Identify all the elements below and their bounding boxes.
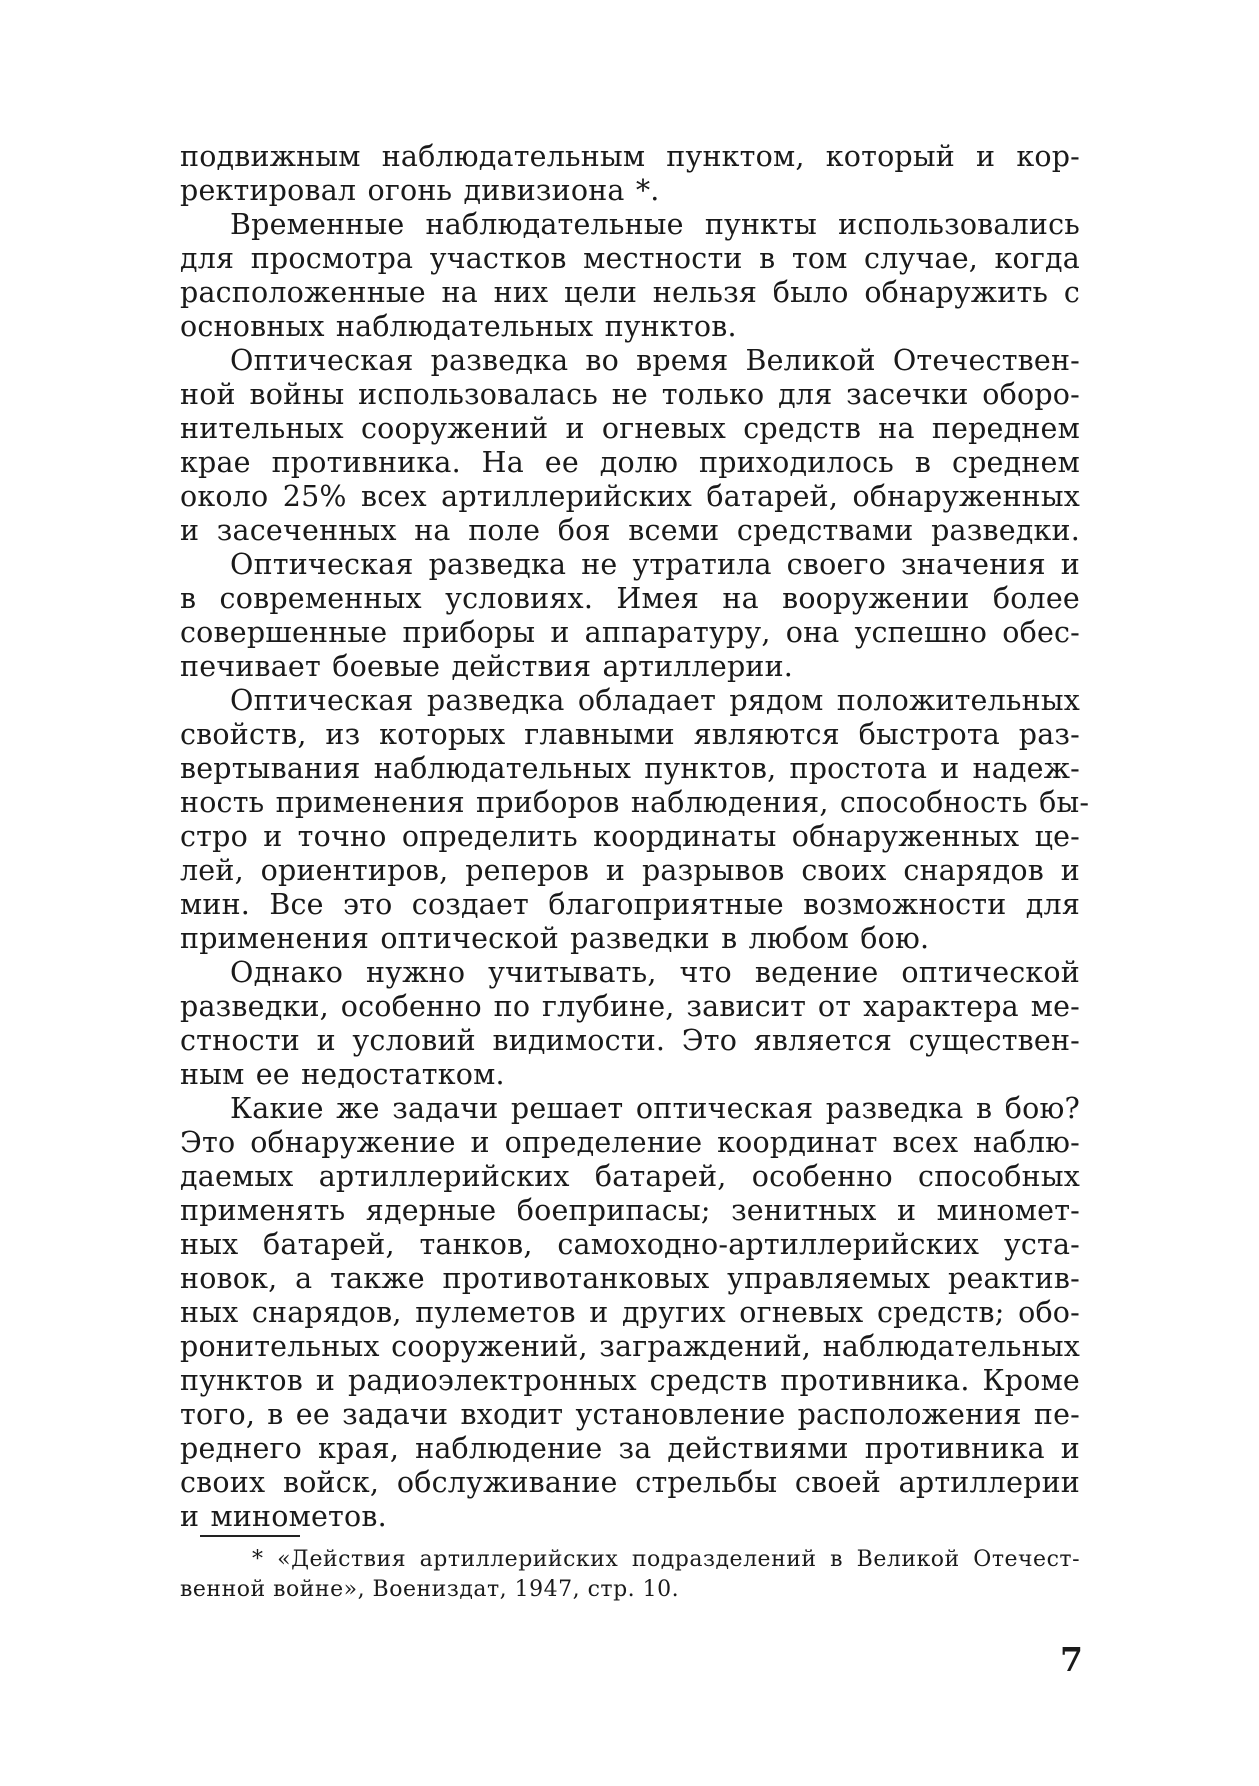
footnote-line: венной войне», Воениздат, 1947, стр. 10. [180,1577,680,1602]
text-line: ных снарядов, пулеметов и других огневых средств; обо- [180,1296,1080,1329]
footnote [180,1545,1080,1605]
text-line: нительных сооружений и огневых средств на переднем [180,412,1080,445]
text-line: ронительных сооружений, заграждений, наблюдательных [180,1330,1080,1363]
text-line: применения оптической разведки в любом бою. [180,922,930,955]
text-line: Оптическая разведка обладает рядом положительных [230,684,1080,717]
text-line: расположенные на них цели нельзя было обнаружить с [180,276,1080,309]
text-line: свойств, из которых главными являются быстрота раз- [180,718,1080,751]
text-line: того, в ее задачи входит установление расположения пе- [180,1398,1080,1431]
page-number: 7 [1060,1640,1083,1679]
text-line: мин. Все это создает благоприятные возможности для [180,888,1080,921]
text-line: для просмотра участков местности в том случае, когда [180,242,1080,275]
text-line: основных наблюдательных пунктов. [180,310,737,343]
text-line: крае противника. На ее долю приходилось в среднем [180,446,1080,479]
text-line: ность применения приборов наблюдения, способность бы- [180,786,1090,819]
text-line: вертывания наблюдательных пунктов, простота и надеж- [180,752,1080,785]
text-line: даемых артиллерийских батарей, особенно способных [180,1160,1080,1193]
text-line: ной войны использовалась не только для засечки оборо- [180,378,1080,411]
footnote-divider [200,1535,300,1537]
text-line: и засеченных на поле боя всеми средствами разведки. [180,514,1080,547]
text-line: ных батарей, танков, самоходно-артиллерийских уста- [180,1228,1080,1261]
text-line: в современных условиях. Имея на вооружении более [180,582,1080,615]
text-line: Какие же задачи решает оптическая разведка в бою? [230,1092,1080,1125]
text-line: своих войск, обслуживание стрельбы своей артиллерии [180,1466,1080,1499]
text-line: лей, ориентиров, реперов и разрывов своих снарядов и [180,854,1080,887]
text-line: Временные наблюдательные пункты использовались [230,208,1080,241]
text-line: Оптическая разведка во время Великой Отечествен- [230,344,1080,377]
text-line: ным ее недостатком. [180,1058,505,1091]
text-line: разведки, особенно по глубине, зависит от характера ме- [180,990,1080,1023]
body-text [180,140,1090,1534]
text-line: реднего края, наблюдение за действиями противника и [180,1432,1080,1465]
text-line: печивает боевые действия артиллерии. [180,650,794,683]
text-line: около 25% всех артиллерийских батарей, обнаруженных [180,480,1080,513]
text-line: стро и точно определить координаты обнаруженных це- [180,820,1080,853]
text-line: совершенные приборы и аппаратуру, она успешно обес- [180,616,1080,649]
text-line: новок, а также противотанковых управляемых реактив- [180,1262,1080,1295]
text-line: применять ядерные боеприпасы; зенитных и миномет- [180,1194,1080,1227]
text-line: и минометов. [180,1500,387,1533]
footnote-line: * «Действия артиллерийских подразделений в Великой Отечест- [252,1547,1080,1572]
text-line: стности и условий видимости. Это является существен- [180,1024,1080,1057]
text-line: Это обнаружение и определение координат всех наблю- [180,1126,1080,1159]
text-line: Однако нужно учитывать, что ведение оптической [230,956,1080,989]
text-line: ректировал огонь дивизиона *. [180,174,660,207]
text-line: подвижным наблюдательным пунктом, который и кор- [180,140,1080,173]
text-line: Оптическая разведка не утратила своего значения и [230,548,1080,581]
text-line: пунктов и радиоэлектронных средств противника. Кроме [180,1364,1080,1397]
